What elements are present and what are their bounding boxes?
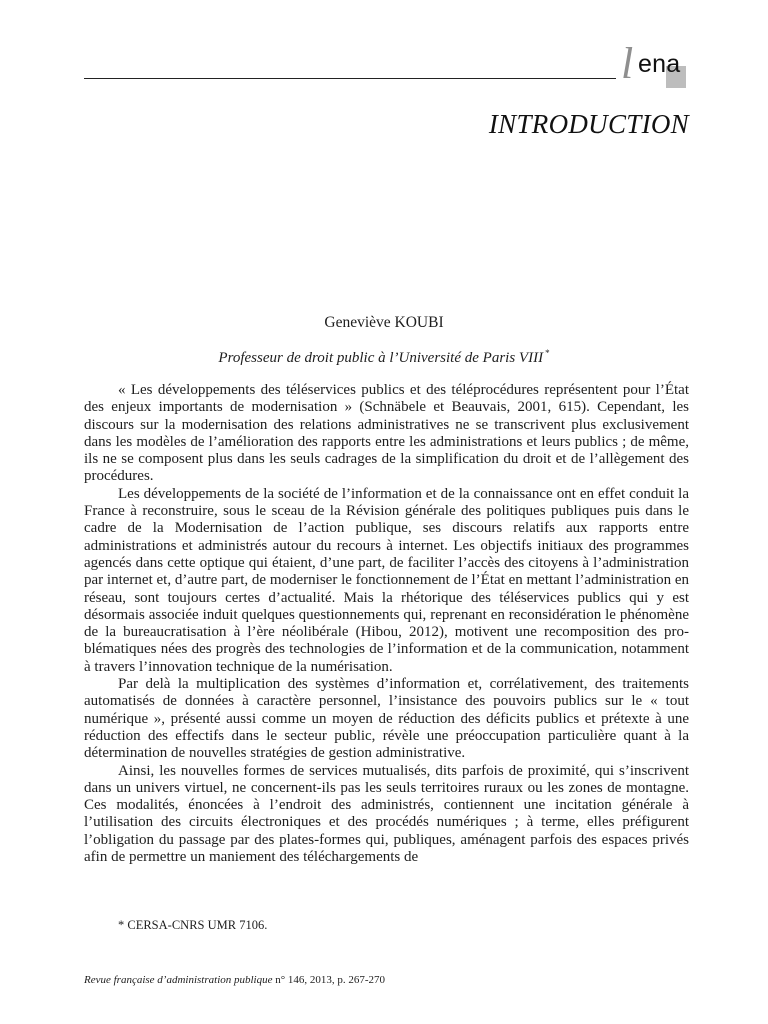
logo-ena-text: ena bbox=[638, 50, 681, 78]
body-paragraph: Ainsi, les nouvelles formes de services mutualisés, dits parfois de proximité, qui s’inscrivent dans un univers virtuel, ne concernent-ils pas les seuls territoires ruraux ou les zones de montagne. Ces modalités, énoncées à l’endroit des administrés, contiennent une incitation générale à l’utilisation des circuits électroniques et des procédés numériques ; à terme, elles préfigurent l’obligation du passage par des plates-formes qui, publiques, aménagent parfois des espaces privés afin de permettre un maniement des téléchargements de bbox=[84, 762, 689, 866]
page-title: INTRODUCTION bbox=[488, 109, 689, 139]
article-body bbox=[84, 382, 689, 866]
header-rule bbox=[84, 78, 616, 79]
author-name: Geneviève KOUBI bbox=[324, 314, 444, 331]
logo-l-letter: l bbox=[621, 39, 634, 88]
ena-logo bbox=[617, 40, 697, 88]
journal-citation bbox=[84, 973, 385, 987]
footnote: * CERSA-CNRS UMR 7106. bbox=[118, 918, 268, 932]
body-paragraph: Par delà la multiplication des systèmes d’information et, corrélativement, des traitements automatisés de données à caractère personnel, l’insistance des pouvoirs publics sur le « tout numérique », présenté aussi comme un moyen de réduction des déficits publics et prétexte à une réduction des effectifs dans le secteur public, révèle une préoccupation particulière quant à la détermination de nouvelles stratégies de gestion administrative. bbox=[84, 676, 689, 762]
author-affiliation bbox=[0, 343, 768, 368]
journal-name: Revue française d’administration publique bbox=[84, 974, 273, 986]
journal-details: n° 146, 2013, p. 267-270 bbox=[272, 974, 386, 986]
body-paragraph: Les développements de la société de l’information et de la connaissance ont en effet conduit la France à reconstruire, sous le sceau de la Révision générale des politiques publiques puis dans le cadre de la Modernisation de l’action publique, ses discours relatifs aux rapports entre administrations et administrés autour du recours à internet. Les objectifs initiaux des programmes agencés dans cette optique qui étaient, d’une part, de faciliter l’accès des citoyens à l’administration par internet et, d’autre part, de moderniser le fonctionnement de l’État en mettant l’administration en réseau, sont toujours certes d’actualité. Mais la rhétorique des téléservices publics qui y est désormais associée induit quelques questionnements qui, reprenant en reconsidération le phénomène de la bureaucratisation à l’ère néolibérale (Hibou, 2012), motivent une recomposition des problématiques nées des progrès des technologies de l’information et de la communication, notamment à travers l’innovation technique de la numérisation. bbox=[84, 485, 689, 675]
footnote-marker: * bbox=[545, 348, 550, 358]
affiliation-text: Professeur de droit public à l’Université de Paris VIII bbox=[218, 350, 544, 366]
body-paragraph: « Les développements des téléservices publics et des téléprocédures représentent pour l’État des enjeux importants de modernisation » (Schnäbele et Beauvais, 2001, 615). Cependant, les discours sur la modernisation des relations administratives ne se transcrivent plus exclusivement dans les modèles de l’amélioration des rapports entre les administrations et leurs publics ; de même, ils ne se composent plus dans les seuls cadrages de la simplification du droit et de l’allègement des procédures. bbox=[84, 382, 689, 485]
